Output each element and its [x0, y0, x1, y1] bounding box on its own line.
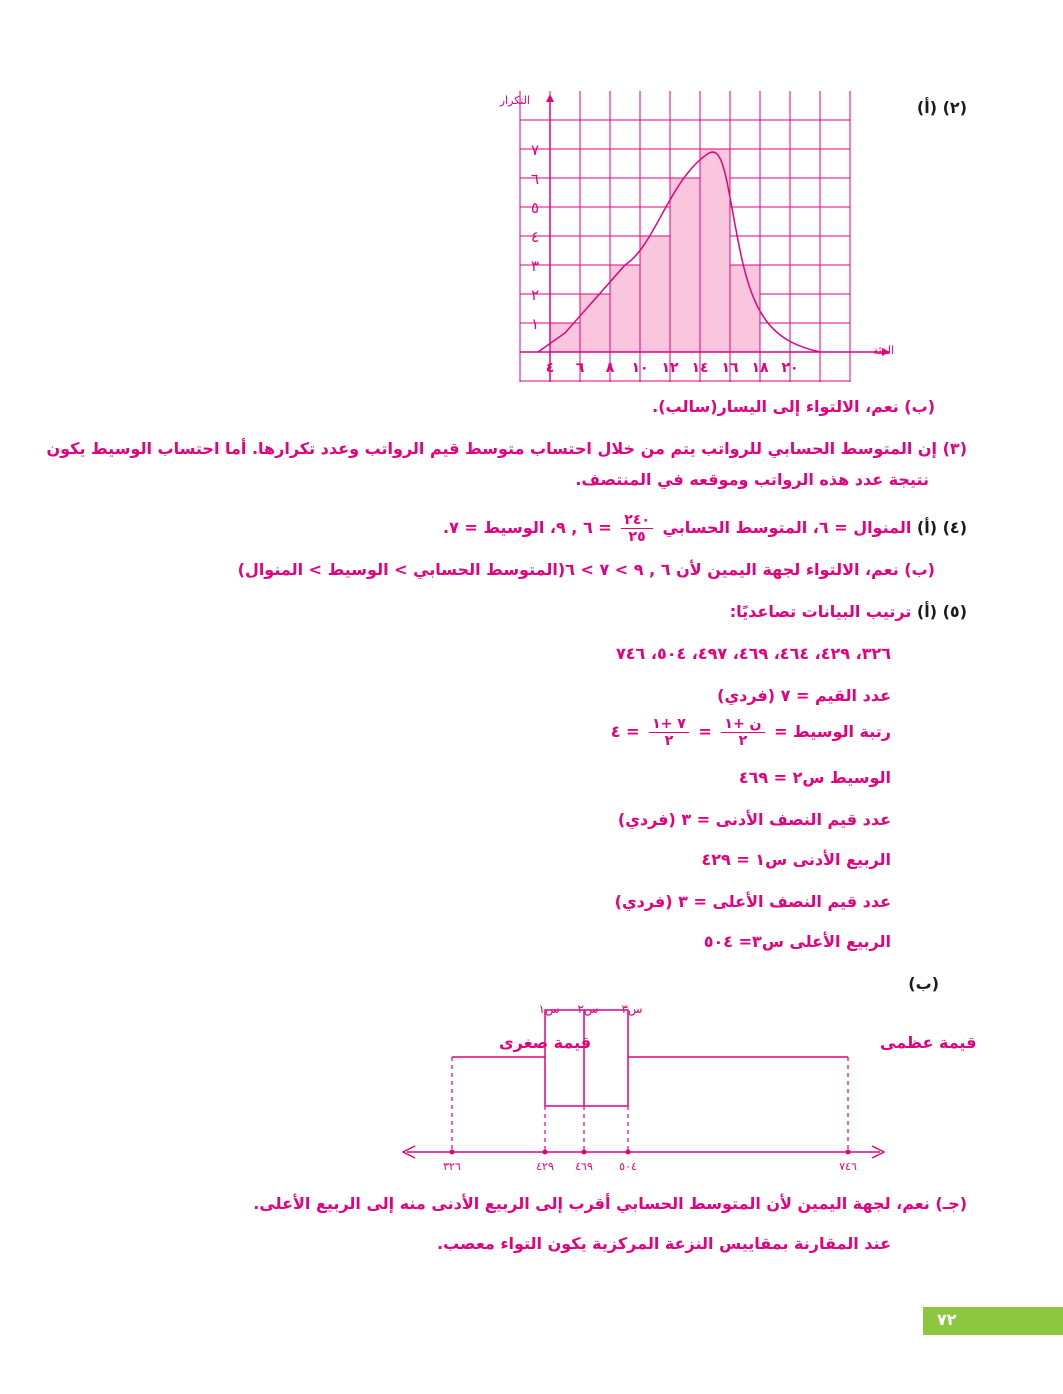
- axis-point-max: [846, 1150, 851, 1155]
- rank-label: رتبة الوسيط =: [774, 722, 891, 741]
- q5-label: (٥) (أ): [916, 602, 967, 621]
- q5-c-line2: عند المقارنة بمقاييس النزعة المركزية يكون التواء معصب.: [437, 1234, 891, 1253]
- fraction-denominator: ٢٥: [628, 529, 646, 545]
- q4-mean-fraction: [621, 512, 653, 545]
- x-tick-label: ١٨: [751, 360, 769, 376]
- axis-tick-label: ٤٦٩: [575, 1160, 593, 1173]
- box-plot: [395, 1000, 977, 1180]
- chart-bars: [550, 149, 760, 352]
- x-tick-label: ١٢: [661, 360, 679, 376]
- q4-label: (٤) (أ): [916, 518, 967, 537]
- fraction-numerator: ٢٤٠: [621, 512, 653, 529]
- q3-label: (٣): [942, 439, 967, 458]
- histogram-bar: [700, 149, 730, 352]
- histogram-bar: [550, 323, 580, 352]
- y-axis-arrow: [546, 94, 554, 102]
- q5-q3: الربيع الأعلى س٣= ٥٠٤: [703, 932, 891, 951]
- fraction-denominator: ٢: [738, 733, 748, 749]
- q5-q1: الربيع الأدنى س١ = ٤٢٩: [701, 850, 891, 869]
- rank-fraction-1: [721, 716, 764, 749]
- x-tick-label: ٨: [605, 360, 615, 376]
- q5-median: الوسيط س٢ = ٤٦٩: [738, 768, 891, 787]
- y-tick-labels: [531, 141, 539, 333]
- x-tick-label: ٦: [575, 360, 585, 376]
- q1-tag: س١: [538, 1001, 560, 1016]
- q5-median-rank: [611, 716, 891, 749]
- y-tick-label: ٣: [530, 257, 540, 275]
- q2-b: [652, 395, 935, 419]
- axis-point-median: [582, 1150, 587, 1155]
- x-tick-label: ٤: [545, 360, 555, 376]
- box-iqr: [545, 1010, 628, 1106]
- q3-text-line1: إن المتوسط الحسابي للرواتب يتم من خلال احتساب متوسط قيم الرواتب وعدد تكرارها. أما احتساب الوسيط يكون: [46, 439, 938, 458]
- min-value-label: قيمة صغرى: [499, 1033, 592, 1052]
- rank-fraction-2: [649, 716, 689, 749]
- q4-b: (ب) نعم، الالتواء لجهة اليمين لأن ٦ , ٩ > ٧ > ٦(المتوسط الحسابي > الوسيط > المنوال): [237, 560, 935, 579]
- q5-count: عدد القيم = ٧ (فردي): [717, 686, 891, 705]
- y-tick-label: ٧: [530, 141, 540, 159]
- x-tick-label: ١٠: [631, 360, 649, 376]
- axis-point-q1: [543, 1150, 548, 1155]
- max-value-label: قيمة عظمى: [880, 1033, 977, 1052]
- histogram-bar: [580, 294, 610, 352]
- q5-c: (جـ) نعم، لجهة اليمين لأن المتوسط الحسابي أقرب إلى الربيع الأدنى منه إلى الربيع الأعلى.: [253, 1194, 967, 1213]
- q5-b-label: (ب): [908, 974, 939, 993]
- page-number: ٧٢: [937, 1310, 957, 1329]
- q5-a: [730, 600, 967, 624]
- y-tick-label: ٥: [530, 199, 540, 217]
- q5-upper-count: عدد قيم النصف الأعلى = ٣ (فردي): [614, 892, 891, 911]
- x-tick-labels: [546, 360, 799, 376]
- histogram-bar: [610, 265, 640, 352]
- rank-result: = ٤: [610, 722, 640, 741]
- histogram-chart: [490, 88, 910, 388]
- x-tick-label: ٢٠: [781, 360, 799, 376]
- axis-point-q3: [626, 1150, 631, 1155]
- q2-b-text: (ب) نعم، الالتواء إلى اليسار(سالب).: [652, 397, 935, 416]
- y-tick-label: ٢: [530, 286, 540, 304]
- q5-sorted-values: ٣٢٦، ٤٢٩، ٤٦٤، ٤٦٩، ٤٩٧، ٥٠٤، ٧٤٦: [615, 644, 891, 663]
- y-tick-label: ٦: [530, 170, 540, 188]
- q4-a-text2: = ٦ , ٩، الوسيط = ٧.: [443, 518, 612, 537]
- x-tick-label: ١٤: [691, 360, 709, 376]
- histogram-bar: [640, 236, 670, 352]
- x-tick-label: ١٦: [721, 360, 739, 376]
- fraction-numerator: ٧ +١: [649, 716, 689, 733]
- q3-tag: س٣: [621, 1001, 643, 1016]
- q3-line1: [46, 437, 967, 461]
- q5-lower-count: عدد قيم النصف الأدنى = ٣ (فردي): [617, 810, 891, 829]
- histogram-bar: [670, 178, 700, 352]
- axis-tick-label: ٤٢٩: [536, 1160, 554, 1173]
- x-axis-label: الفئة: [872, 344, 894, 357]
- fraction-numerator: ن +١: [721, 716, 764, 733]
- q4-a: [443, 512, 967, 545]
- axis-point-min: [450, 1150, 455, 1155]
- y-tick-label: ٤: [530, 228, 540, 246]
- histogram-bar: [730, 265, 760, 352]
- q5-sort-title: ترتيب البيانات تصاعديًا:: [729, 602, 912, 621]
- axis-tick-label: ٧٤٦: [839, 1160, 857, 1173]
- q4-a-text1: المنوال = ٦، المتوسط الحسابي: [662, 518, 912, 537]
- q2-label: (٢) (أ): [916, 98, 967, 117]
- q3-line2: نتيجة عدد هذه الرواتب وموقعه في المنتصف.: [575, 470, 929, 489]
- y-tick-label: ١: [530, 315, 540, 333]
- axis-tick-label: ٣٢٦: [443, 1160, 461, 1173]
- axis-tick-label: ٥٠٤: [619, 1160, 637, 1173]
- fraction-denominator: ٢: [664, 733, 674, 749]
- page-number-tab: [923, 1307, 1063, 1335]
- equals-sign: =: [698, 722, 712, 741]
- y-axis-label: التكرار: [499, 94, 530, 107]
- q2-tag: س٢: [577, 1001, 599, 1016]
